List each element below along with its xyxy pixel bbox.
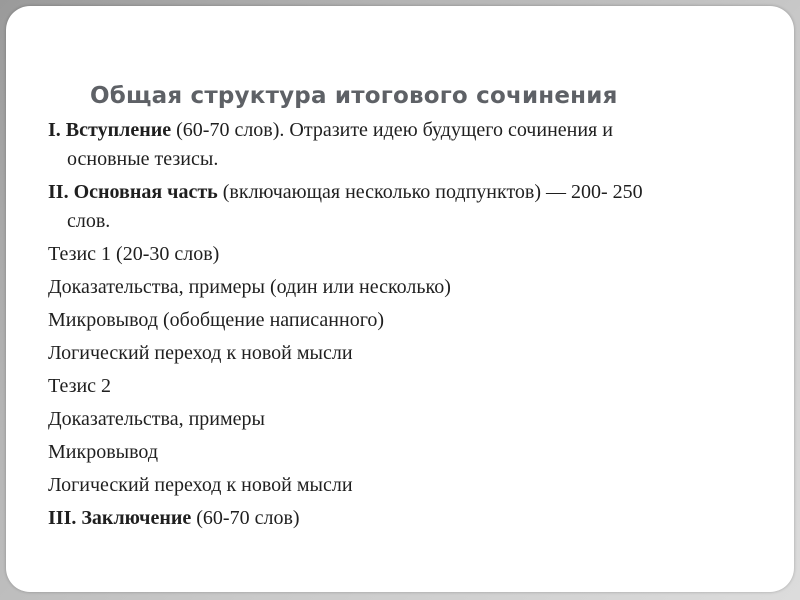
list-item: Тезис 2 xyxy=(48,375,112,397)
section-conclusion xyxy=(48,504,768,533)
page-title: Общая структура итогового сочинения xyxy=(90,83,618,109)
list-item: Логический переход к новой мысли xyxy=(48,342,353,364)
main-part-detail: (включающая несколько подпунктов) — 200- 250 xyxy=(222,181,643,203)
intro-numeral: I. xyxy=(48,119,61,141)
section-main-part xyxy=(48,178,768,207)
conclusion-heading: Заключение xyxy=(81,507,192,529)
list-item: Тезис 1 (20-30 слов) xyxy=(48,243,220,265)
conclusion-numeral: III. xyxy=(48,507,77,529)
main-part-numeral: II. xyxy=(48,181,69,203)
content-body xyxy=(48,116,768,537)
intro-detail-continued: основные тезисы. xyxy=(67,148,219,170)
conclusion-detail: (60-70 слов) xyxy=(196,507,300,529)
list-item: Доказательства, примеры (один или несколько) xyxy=(48,276,451,298)
section-intro xyxy=(48,116,768,145)
list-item: Микровывод xyxy=(48,441,158,463)
main-part-heading: Основная часть xyxy=(73,181,218,203)
intro-detail: (60-70 слов). Отразите идею будущего сочинения и xyxy=(176,119,613,141)
list-item: Логический переход к новой мысли xyxy=(48,474,353,496)
main-part-detail-continued: слов. xyxy=(67,210,111,232)
intro-heading: Вступление xyxy=(65,119,172,141)
list-item: Доказательства, примеры xyxy=(48,408,265,430)
list-item: Микровывод (обобщение написанного) xyxy=(48,309,385,331)
